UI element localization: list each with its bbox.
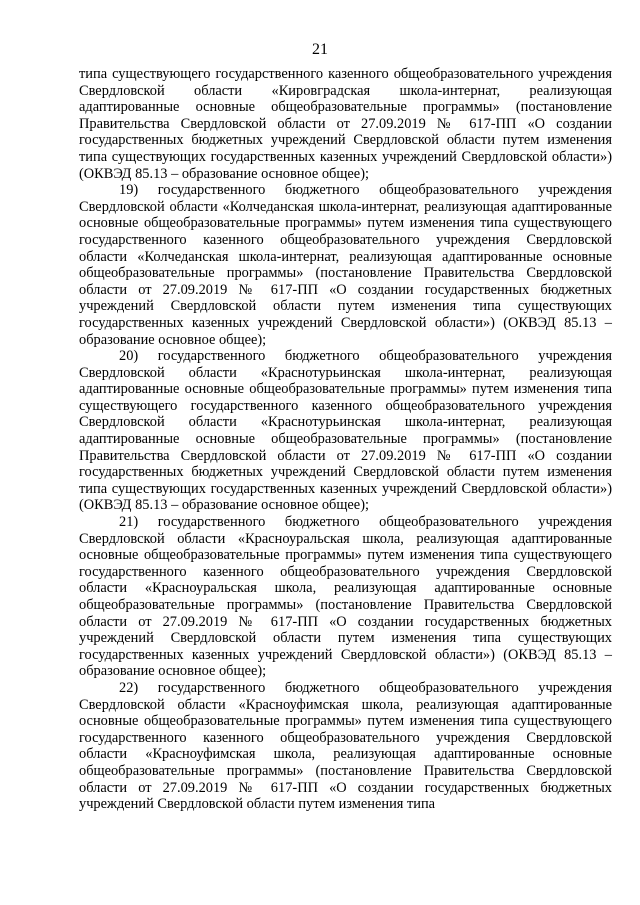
- paragraph-continuation: типа существующего государственного казенного общеобразовательного учреждения Свердловской области «Кировградская школа-интернат, реализующая адаптированные основные общеобразовательные программы» (постановление Правительства Свердловской области от 27.09.2019 № 617-ПП «О создании государственных бюджетных учреждений Свердловской области путем изменения типа существующих государственных казенных учреждений Свердловской области») (ОКВЭД 85.13 – образование основное общее);: [79, 66, 612, 182]
- paragraph-item-20: 20) государственного бюджетного общеобразовательного учреждения Свердловской области «Краснотурьинская школа-интернат, реализующая адаптированные основные общеобразовательные программы» путем изменения типа существующего государственного казенного общеобразовательного учреждения Свердловской области «Краснотурьинская школа-интернат, реализующая адаптированные основные общеобразовательные программы» (постановление Правительства Свердловской области от 27.09.2019 № 617-ПП «О создании государственных бюджетных учреждений Свердловской области путем изменения типа существующих государственных казенных учреждений Свердловской области») (ОКВЭД 85.13 – образование основное общее);: [79, 348, 612, 514]
- page-number: 21: [312, 41, 328, 58]
- paragraph-item-19: 19) государственного бюджетного общеобразовательного учреждения Свердловской области «Колчеданская школа-интернат, реализующая адаптированные основные общеобразовательные программы» путем изменения типа существующего государственного казенного общеобразовательного учреждения Свердловской области «Колчеданская школа-интернат, реализующая адаптированные основные общеобразовательные программы» (постановление Правительства Свердловской области от 27.09.2019 № 617-ПП «О создании государственных бюджетных учреждений Свердловской области путем изменения типа существующих государственных казенных учреждений Свердловской области») (ОКВЭД 85.13 – образование основное общее);: [79, 182, 612, 348]
- paragraph-item-22: 22) государственного бюджетного общеобразовательного учреждения Свердловской области «Красноуфимская школа, реализующая адаптированные основные общеобразовательные программы» путем изменения типа существующего государственного казенного общеобразовательного учреждения Свердловской области «Красноуфимская школа, реализующая адаптированные основные общеобразовательные программы» (постановление Правительства Свердловской области от 27.09.2019 № 617-ПП «О создании государственных бюджетных учреждений Свердловской области путем изменения типа: [79, 679, 612, 813]
- document-body: [79, 66, 612, 813]
- paragraph-item-21: 21) государственного бюджетного общеобразовательного учреждения Свердловской области «Красноуральская школа, реализующая адаптированные основные общеобразовательные программы» путем изменения типа существующего государственного казенного общеобразовательного учреждения Свердловской области «Красноуральская школа, реализующая адаптированные основные общеобразовательные программы» (постановление Правительства Свердловской области от 27.09.2019 № 617-ПП «О создании государственных бюджетных учреждений Свердловской области путем изменения типа существующих государственных казенных учреждений Свердловской области») (ОКВЭД 85.13 – образование основное общее);: [79, 514, 612, 680]
